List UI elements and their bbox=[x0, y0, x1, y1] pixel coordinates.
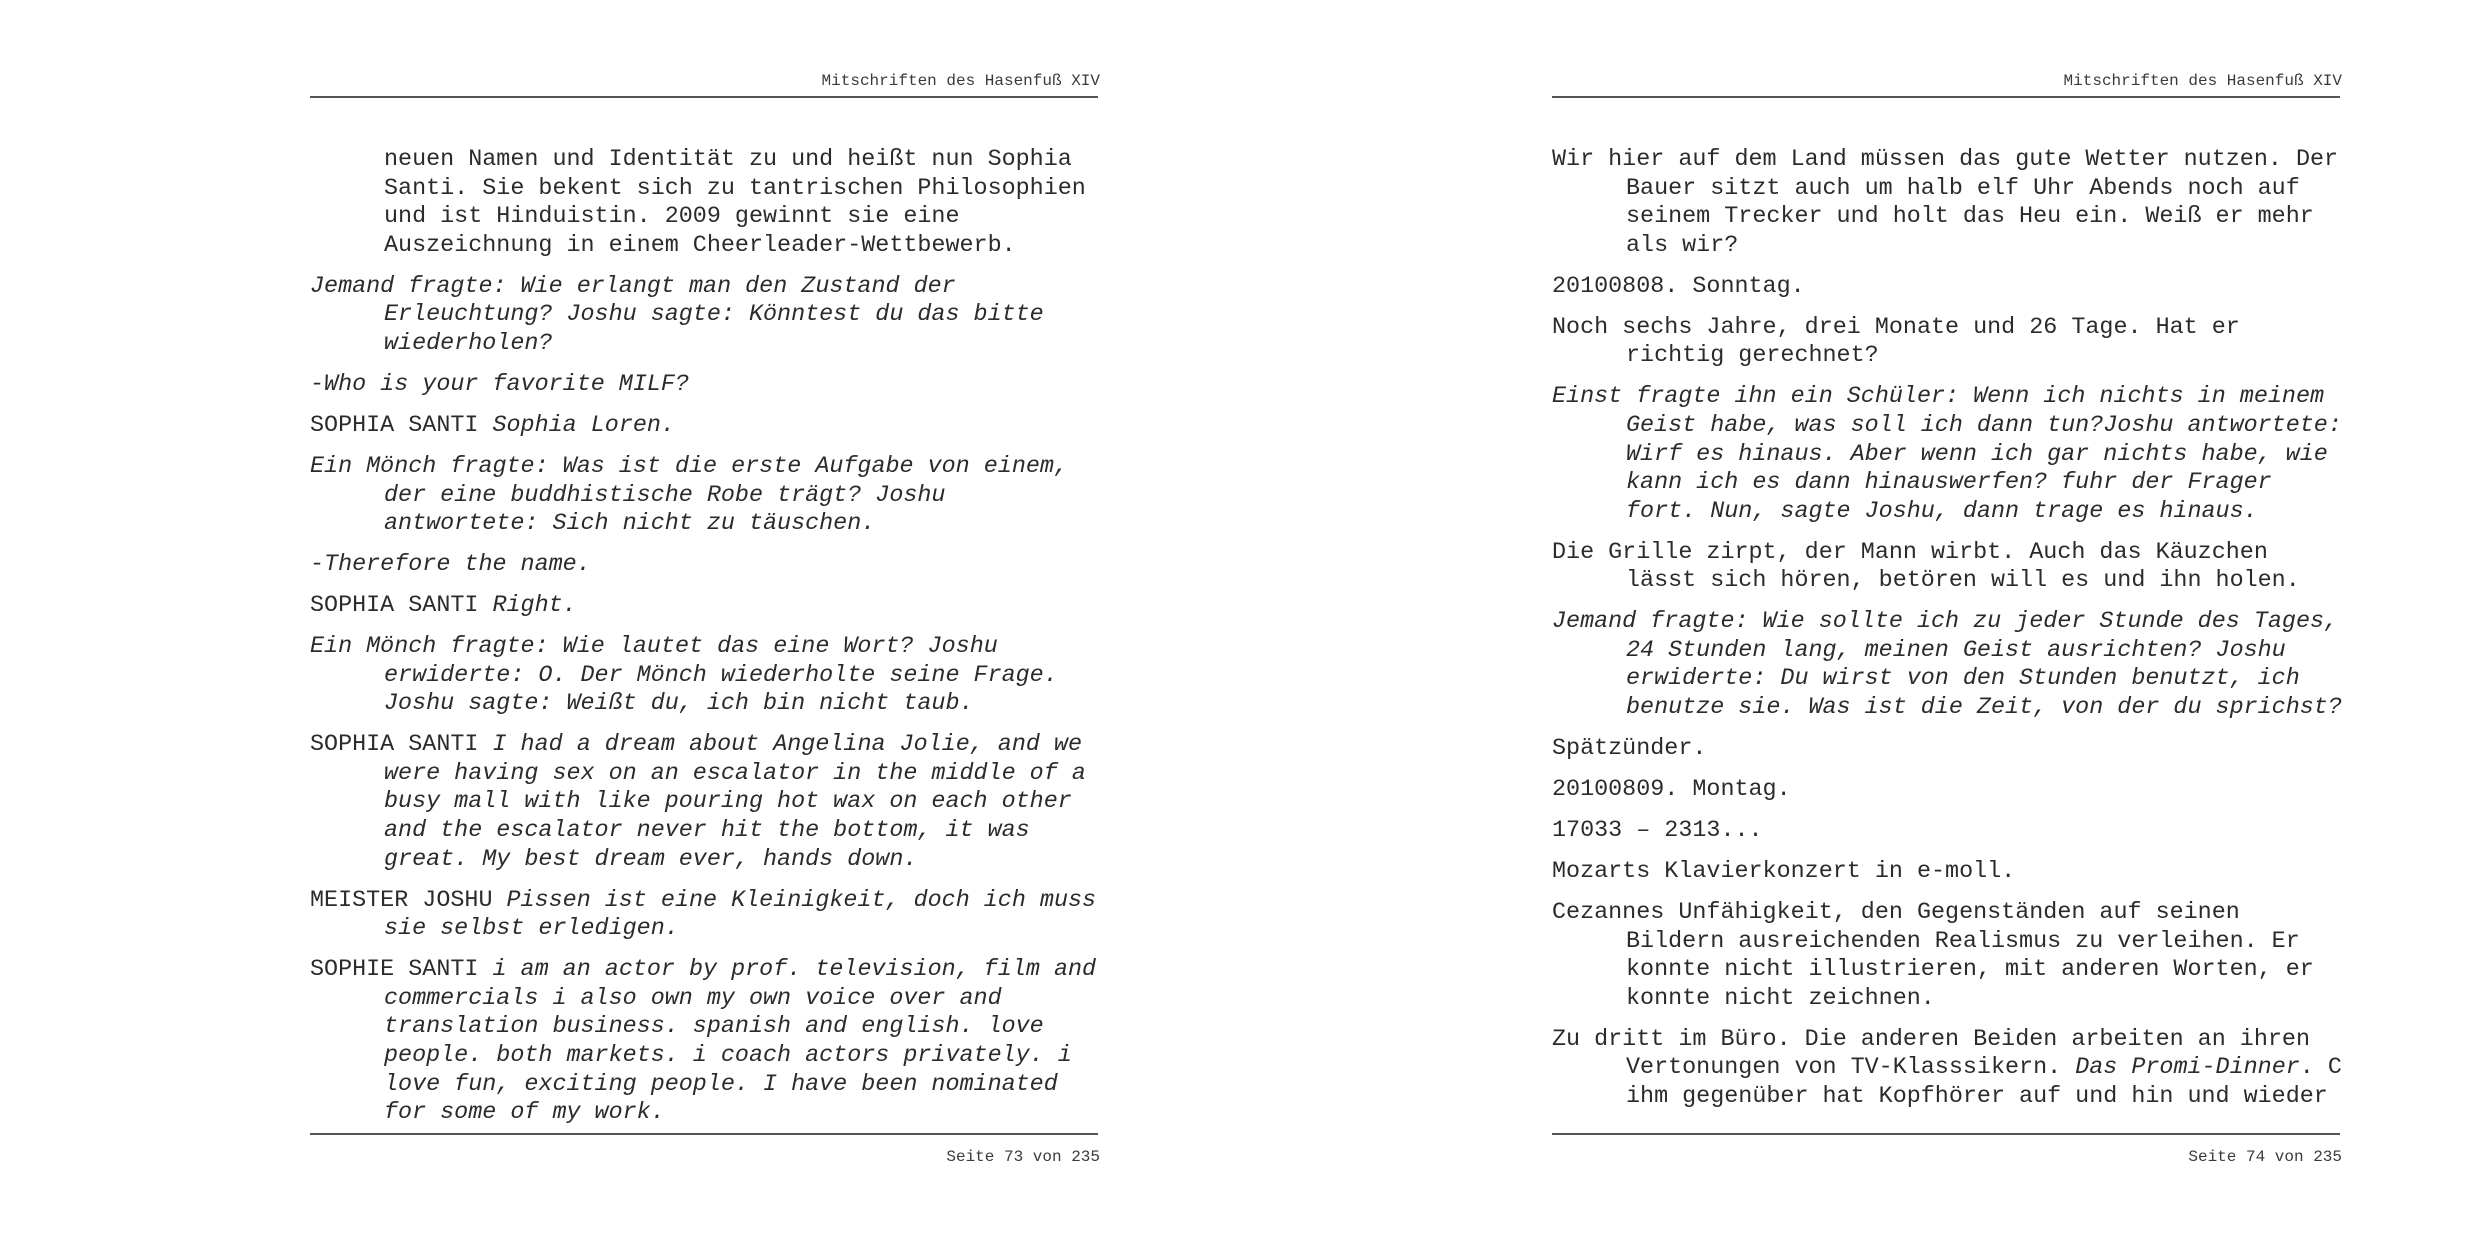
roman-text: neuen Namen und Identität zu und heißt nun Sophia Santi. Sie bekent sich zu tantrischen Philosophien und ist Hinduistin. 2009 gewinnt sie eine Auszeichnung in einem Cheerleader-Wettbewerb. bbox=[384, 147, 1086, 259]
header-rule bbox=[310, 96, 1098, 98]
paragraph bbox=[310, 551, 1100, 580]
roman-text: 20100808. Sonntag. bbox=[1552, 273, 1805, 300]
paragraph bbox=[310, 146, 1100, 260]
paragraph bbox=[310, 956, 1100, 1128]
running-head: Mitschriften des Hasenfuß XIV bbox=[821, 72, 1100, 90]
paragraph bbox=[310, 273, 1100, 359]
paragraph bbox=[1552, 383, 2342, 526]
italic-text: Sophia Loren. bbox=[492, 412, 675, 439]
paragraph bbox=[310, 633, 1100, 719]
running-head: Mitschriften des Hasenfuß XIV bbox=[2063, 72, 2342, 90]
roman-text: Die Grille zirpt, der Mann wirbt. Auch das Käuzchen lässt sich hören, betören will es und ihn holen. bbox=[1552, 539, 2300, 595]
paragraph bbox=[310, 371, 1100, 400]
roman-text: 20100809. Montag. bbox=[1552, 777, 1791, 804]
italic-text: i am an actor by prof. television, film and commercials i also own my own voice over and translation business. spanish and english. love people. both markets. i coach actors privately. i love fun, exciting people. I have been nominated for some of my work. bbox=[384, 957, 1097, 1127]
italic-text: -Who is your favorite MILF? bbox=[310, 371, 689, 398]
roman-text: SOPHIE SANTI bbox=[310, 957, 493, 984]
roman-text: Mozarts Klavierkonzert in e-moll. bbox=[1552, 858, 2016, 885]
paragraph bbox=[310, 731, 1100, 874]
roman-text: 17033 – 2313... bbox=[1552, 818, 1763, 844]
header-rule bbox=[1552, 96, 2340, 98]
italic-text: Pissen ist eine Kleinigkeit, doch ich muss sie selbst erledigen. bbox=[384, 887, 1097, 943]
roman-text: . C ihm gegenüber hat Kopfhörer auf und hin und wieder bbox=[1626, 1055, 2342, 1110]
roman-text: Noch sechs Jahre, drei Monate und 26 Tage. Hat er richtig gerechnet? bbox=[1552, 314, 2240, 370]
page-body bbox=[1552, 146, 2342, 1124]
roman-text: SOPHIA SANTI bbox=[310, 593, 493, 620]
paragraph bbox=[310, 453, 1100, 539]
italic-text: Right. bbox=[492, 593, 577, 620]
page-number: Seite 73 von 235 bbox=[946, 1148, 1100, 1166]
italic-text: I had a dream about Angelina Jolie, and we were having sex on an escalator in the middle of a busy mall with like pouring hot wax on each other and the escalator never hit the bottom, it was great. My best dream ever, hands down. bbox=[384, 732, 1086, 873]
paragraph bbox=[1552, 735, 2342, 764]
paragraph bbox=[1552, 776, 2342, 805]
italic-text: Ein Mönch fragte: Was ist die erste Aufgabe von einem, der eine buddhistische Robe trägt? Joshu antwortete: Sich nicht zu täuschen. bbox=[310, 453, 1068, 538]
italic-text: Jemand fragte: Wie erlangt man den Zustand der Erleuchtung? Joshu sagte: Könntest du das bitte wiederholen? bbox=[310, 273, 1044, 357]
roman-text: Cezannes Unfähigkeit, den Gegenständen auf seinen Bildern ausreichenden Realismus zu verleihen. Er konnte nicht illustrieren, mit anderen Worten, er konnte nicht zeichnen. bbox=[1552, 899, 2314, 1012]
roman-text: MEISTER JOSHU bbox=[310, 887, 507, 914]
left-page bbox=[310, 0, 1100, 1240]
paragraph bbox=[1552, 858, 2342, 887]
italic-text: Das Promi-Dinner bbox=[2075, 1055, 2300, 1082]
paragraph bbox=[1552, 314, 2342, 371]
paragraph bbox=[1552, 539, 2342, 596]
page-body bbox=[310, 146, 1100, 1140]
italic-text: Jemand fragte: Wie sollte ich zu jeder Stunde des Tages, 24 Stunden lang, meinen Geist ausrichten? Joshu erwiderte: Du wirst von den Stunden benutzt, ich benutze sie. Was ist die Zeit, von der du sprichst? bbox=[1552, 609, 2342, 722]
right-page bbox=[1552, 0, 2342, 1240]
paragraph bbox=[1552, 273, 2342, 302]
footer-rule bbox=[1552, 1133, 2340, 1135]
footer-rule bbox=[310, 1133, 1098, 1135]
paragraph bbox=[1552, 1026, 2342, 1112]
roman-text: Zu dritt im Büro. Die anderen Beiden arbeiten an ihren Vertonungen von TV-Klasssikern. bbox=[1552, 1026, 2310, 1082]
paragraph bbox=[310, 592, 1100, 621]
roman-text: SOPHIA SANTI bbox=[310, 732, 493, 759]
paragraph bbox=[1552, 608, 2342, 722]
page-number: Seite 74 von 235 bbox=[2188, 1148, 2342, 1166]
paragraph bbox=[1552, 817, 2342, 846]
roman-text: SOPHIA SANTI bbox=[310, 412, 493, 439]
roman-text: Wir hier auf dem Land müssen das gute Wetter nutzen. Der Bauer sitzt auch um halb elf Uhr Abends noch auf seinem Trecker und holt das Heu ein. Weiß er mehr als wir? bbox=[1552, 147, 2339, 259]
paragraph bbox=[310, 412, 1100, 441]
italic-text: -Therefore the name. bbox=[310, 552, 591, 579]
roman-text: Spätzünder. bbox=[1552, 736, 1707, 763]
paragraph bbox=[1552, 146, 2342, 260]
italic-text: Ein Mönch fragte: Wie lautet das eine Wort? Joshu erwiderte: O. Der Mönch wiederholte seine Frage. Joshu sagte: Weißt du, ich bin nicht taub. bbox=[310, 634, 1058, 718]
paragraph bbox=[310, 887, 1100, 944]
italic-text: Einst fragte ihn ein Schüler: Wenn ich nichts in meinem Geist habe, was soll ich dann tun?Joshu antwortete: Wirf es hinaus. Aber wenn ich gar nichts habe, wie kann ich es dann hinauswerfen? fuhr der Frager fort. Nun, sagte Joshu, dann trage es hinaus. bbox=[1552, 384, 2342, 525]
paragraph bbox=[1552, 899, 2342, 1013]
